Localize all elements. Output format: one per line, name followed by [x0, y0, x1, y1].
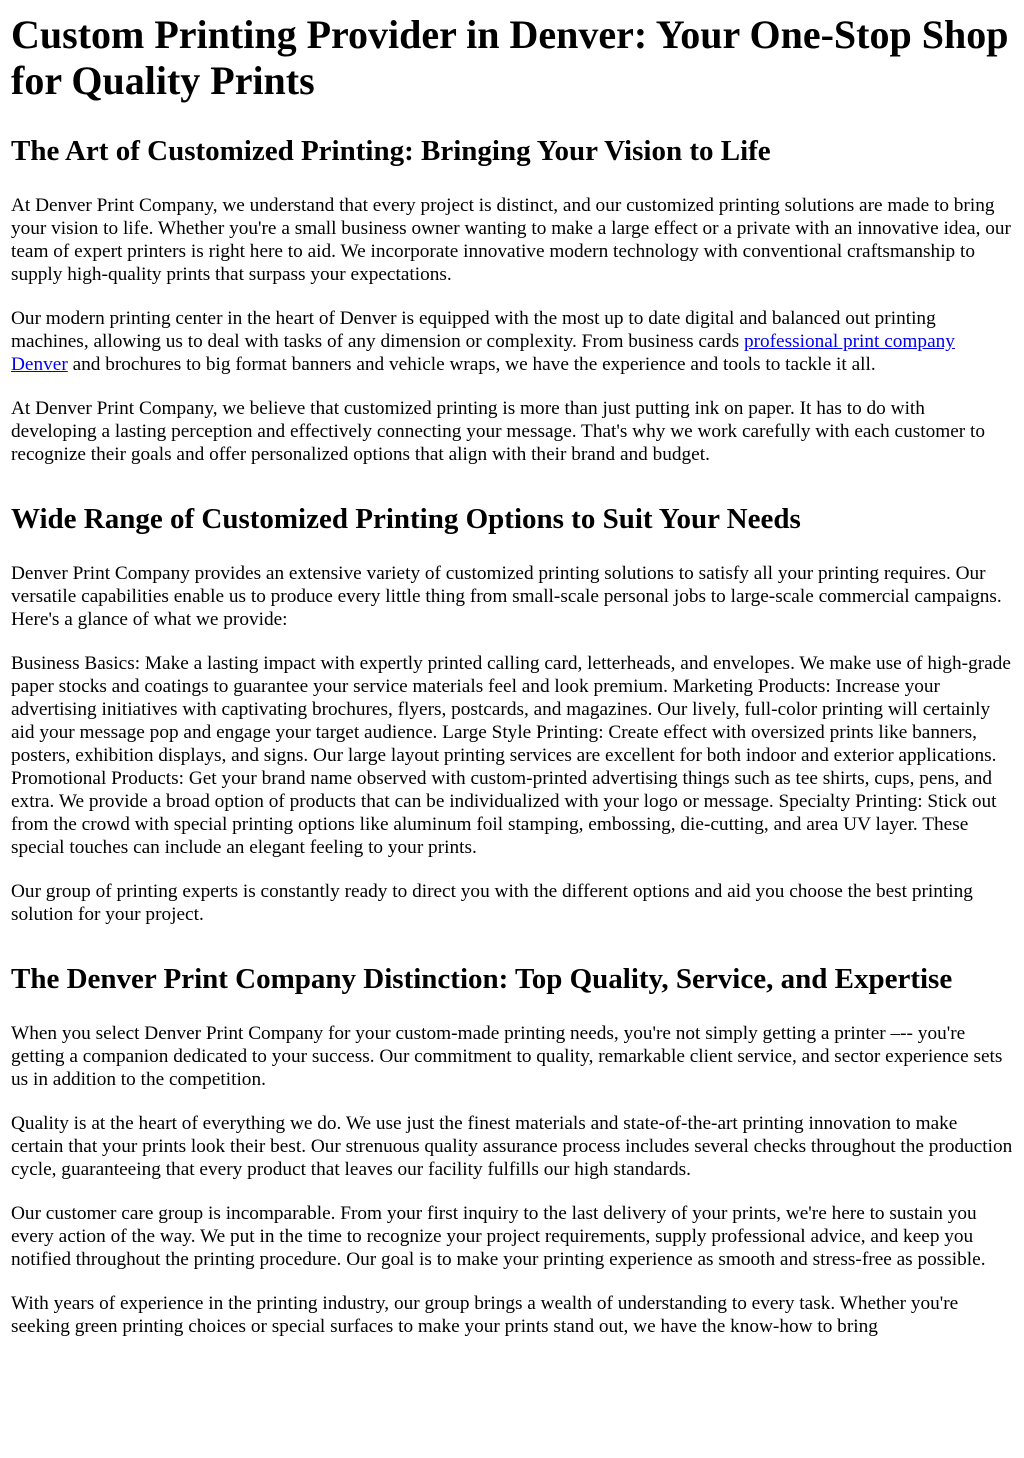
paragraph: Our customer care group is incomparable. From your first inquiry to the last delivery of your prints, we're here to sustain you every action of the way. We put in the time to recognize your project requirements, supply professional advice, and keep you notified throughout the printing procedure. Our goal is to make your printing experience as smooth and stress-free as possible. [11, 1203, 986, 1270]
page-title: Custom Printing Provider in Denver: Your One-Stop Shop for Quality Prints [11, 12, 1009, 103]
paragraph: At Denver Print Company, we understand that every project is distinct, and our customized printing solutions are made to bring your vision to life. Whether you're a small business owner wanting to make a large effect or a private with an innovative idea, our team of expert printers is right here to aid. We incorporate innovative modern technology with conventional craftsmanship to supply high-quality prints that surpass your expectations. [11, 195, 1011, 285]
paragraph: At Denver Print Company, we believe that customized printing is more than just putting ink on paper. It has to do with developing a lasting perception and effectively connecting your message. That's why we work carefully with each customer to recognize their goals and offer personalized options that align with their brand and budget. [11, 398, 986, 465]
paragraph: Our group of printing experts is constantly ready to direct you with the different options and aid you choose the best printing solution for your project. [11, 881, 973, 925]
paragraph-with-link [11, 307, 1013, 376]
paragraph: When you select Denver Print Company for your custom-made printing needs, you're not simply getting a printer –-- you're getting a companion dedicated to your success. Our commitment to quality, remarkable client service, and sector experience sets us in addition to the competition. [11, 1023, 1003, 1090]
paragraph: Business Basics: Make a lasting impact with expertly printed calling card, letterheads, and envelopes. We make use of high-grade paper stocks and coatings to guarantee your service materials feel and look premium. Marketing Products: Increase your advertising initiatives with captivating brochures, flyers, postcards, and magazines. Our lively, full-color printing will certainly aid your message pop and engage your target audience. Large Style Printing: Create effect with oversized prints like banners, posters, exhibition displays, and signs. Our large layout printing services are excellent for both indoor and exterior applications. Promotional Products: Get your brand name observed with custom-printed advertising things such as tee shirts, cups, pens, and extra. We provide a broad option of products that can be individualized with your logo or message. Specialty Printing: Stick out from the crowd with special printing options like aluminum foil stamping, embossing, die-cutting, and area UV layer. These special touches can include an elegant feeling to your prints. [11, 653, 1011, 858]
section-heading-printing-options: Wide Range of Customized Printing Options to Suit Your Needs [11, 503, 801, 535]
paragraph: Denver Print Company provides an extensive variety of customized printing solutions to satisfy all your printing requires. Our versatile capabilities enable us to produce every little thing from small-scale personal jobs to large-scale commercial campaigns. Here's a glance of what we provide: [11, 563, 1002, 630]
paragraph-text: Our modern printing center in the heart of Denver is equipped with the most up to date digital and balanced out printing machines, allowing us to deal with tasks of any dimension or complexity. From business cards [11, 308, 936, 352]
section-heading-art-of-printing: The Art of Customized Printing: Bringing Your Vision to Life [11, 135, 771, 167]
paragraph: With years of experience in the printing industry, our group brings a wealth of understanding to every task. Whether you're seeking green printing choices or special surfaces to make your prints stand out, we have the know-how to bring [11, 1293, 959, 1337]
article [0, 12, 1024, 1338]
paragraph-text: and brochures to big format banners and vehicle wraps, we have the experience and tools to tackle it all. [67, 354, 876, 375]
professional-print-company-link[interactable]: professional print company Denver [11, 331, 955, 375]
paragraph: Quality is at the heart of everything we do. We use just the finest materials and state-of-the-art printing innovation to make certain that your prints look their best. Our strenuous quality assurance process includes several checks throughout the production cycle, guaranteeing that every product that leaves our facility fulfills our high standards. [11, 1113, 1013, 1180]
section-heading-distinction: The Denver Print Company Distinction: Top Quality, Service, and Expertise [11, 963, 953, 995]
